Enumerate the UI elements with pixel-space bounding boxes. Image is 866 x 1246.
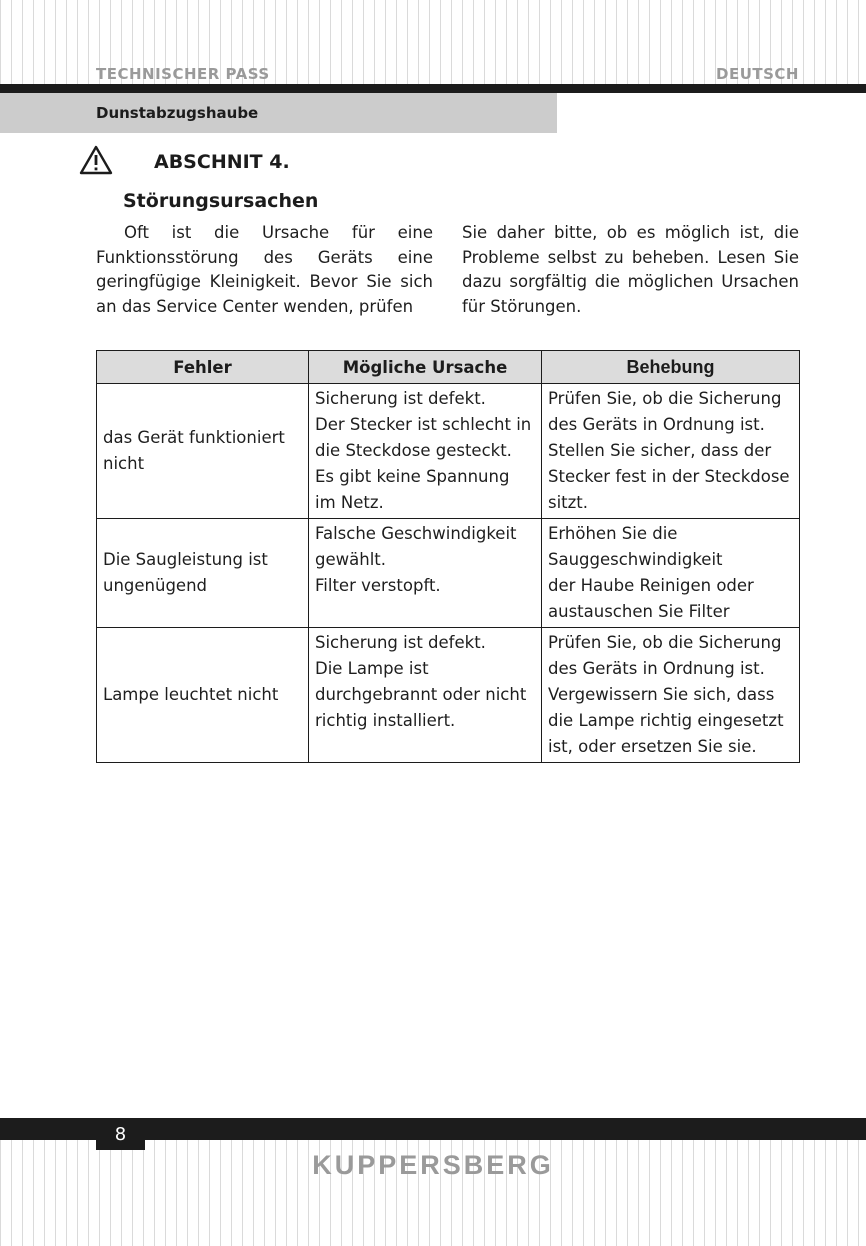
cell-text-line: Der Stecker ist schlecht in (315, 415, 532, 434)
cell-text-line: im Netz. (315, 493, 384, 512)
cell-text-line: Falsche Geschwindigkeit (315, 524, 517, 543)
cell-text-line: austauschen Sie Filter (548, 602, 730, 621)
cell-text-line: gewählt. (315, 550, 386, 569)
column-header-fehler: Fehler (97, 351, 309, 384)
cell-text-line: sitzt. (548, 493, 589, 512)
cell-text-line: ist, oder ersetzen Sie sie. (548, 737, 757, 756)
cell-behebung (542, 384, 800, 519)
column-header-behebung: Behebung (542, 351, 800, 384)
cell-text-line: das Gerät funktioniert (103, 428, 285, 447)
cell-text-line: Sauggeschwindigkeit (548, 550, 723, 569)
cell-text-line: Prüfen Sie, ob die Sicherung (548, 633, 782, 652)
section-subheading: Störungsursachen (123, 190, 319, 212)
cell-text-line: durchgebrannt oder nicht (315, 685, 527, 704)
cell-text-line: die Lampe richtig eingesetzt (548, 711, 784, 730)
cell-text-line: ungenügend (103, 576, 208, 595)
warning-triangle-icon (79, 145, 113, 175)
brand-logo: KUPPERSBERG (312, 1150, 554, 1180)
cell-ursache (309, 519, 542, 628)
cell-text-line: Sicherung ist defekt. (315, 389, 486, 408)
intro-paragraph-right: Sie daher bitte, ob es möglich ist, die Probleme selbst zu beheben. Lesen Sie dazu sorgfältig die möglichen Ursachen für Störungen. (462, 223, 799, 316)
cell-text-line: Die Saugleistung ist (103, 550, 268, 569)
cell-ursache (309, 628, 542, 763)
cell-text-line: die Steckdose gesteckt. (315, 441, 512, 460)
header-rule (0, 84, 866, 93)
cell-text-line: Vergewissern Sie sich, dass (548, 685, 775, 704)
troubleshooting-table (96, 350, 800, 763)
table-row (97, 519, 800, 628)
table-row (97, 628, 800, 763)
cell-text-line: Lampe leuchtet nicht (103, 685, 279, 704)
cell-text-line: Prüfen Sie, ob die Sicherung (548, 389, 782, 408)
cell-text-line: des Geräts in Ordnung ist. (548, 415, 765, 434)
cell-text-line: des Geräts in Ordnung ist. (548, 659, 765, 678)
cell-text-line: Es gibt keine Spannung (315, 467, 510, 486)
header-language: DEUTSCH (716, 65, 799, 83)
cell-fehler (97, 628, 309, 763)
cell-text-line: Stecker fest in der Steckdose (548, 467, 790, 486)
table-row (97, 384, 800, 519)
cell-text-line: Sicherung ist defekt. (315, 633, 486, 652)
cell-text-line: Filter verstopft. (315, 576, 441, 595)
cell-fehler (97, 384, 309, 519)
subtitle-band (0, 93, 557, 133)
cell-behebung (542, 519, 800, 628)
table-header-row (97, 351, 800, 384)
cell-behebung (542, 628, 800, 763)
page-number: 8 (96, 1120, 145, 1150)
cell-ursache (309, 384, 542, 519)
cell-fehler (97, 519, 309, 628)
cell-text-line: nicht (103, 454, 145, 473)
cell-text-line: richtig installiert. (315, 711, 456, 730)
cell-text-line: Stellen Sie sicher, dass der (548, 441, 772, 460)
cell-text-line: Erhöhen Sie die (548, 524, 678, 543)
section-title: ABSCHNIT 4. (154, 151, 290, 173)
column-header-ursache: Mögliche Ursache (309, 351, 542, 384)
header-doc-type: TECHNISCHER PASS (96, 65, 270, 83)
intro-paragraph-left: Oft ist die Ursache für eine Funktionsstörung des Geräts eine geringfügige Kleinigkeit. Bevor Sie sich an das Service Center wenden, prüfen (96, 223, 433, 316)
cell-text-line: der Haube Reinigen oder (548, 576, 754, 595)
subtitle-text: Dunstabzugshaube (96, 104, 259, 122)
cell-text-line: Die Lampe ist (315, 659, 429, 678)
